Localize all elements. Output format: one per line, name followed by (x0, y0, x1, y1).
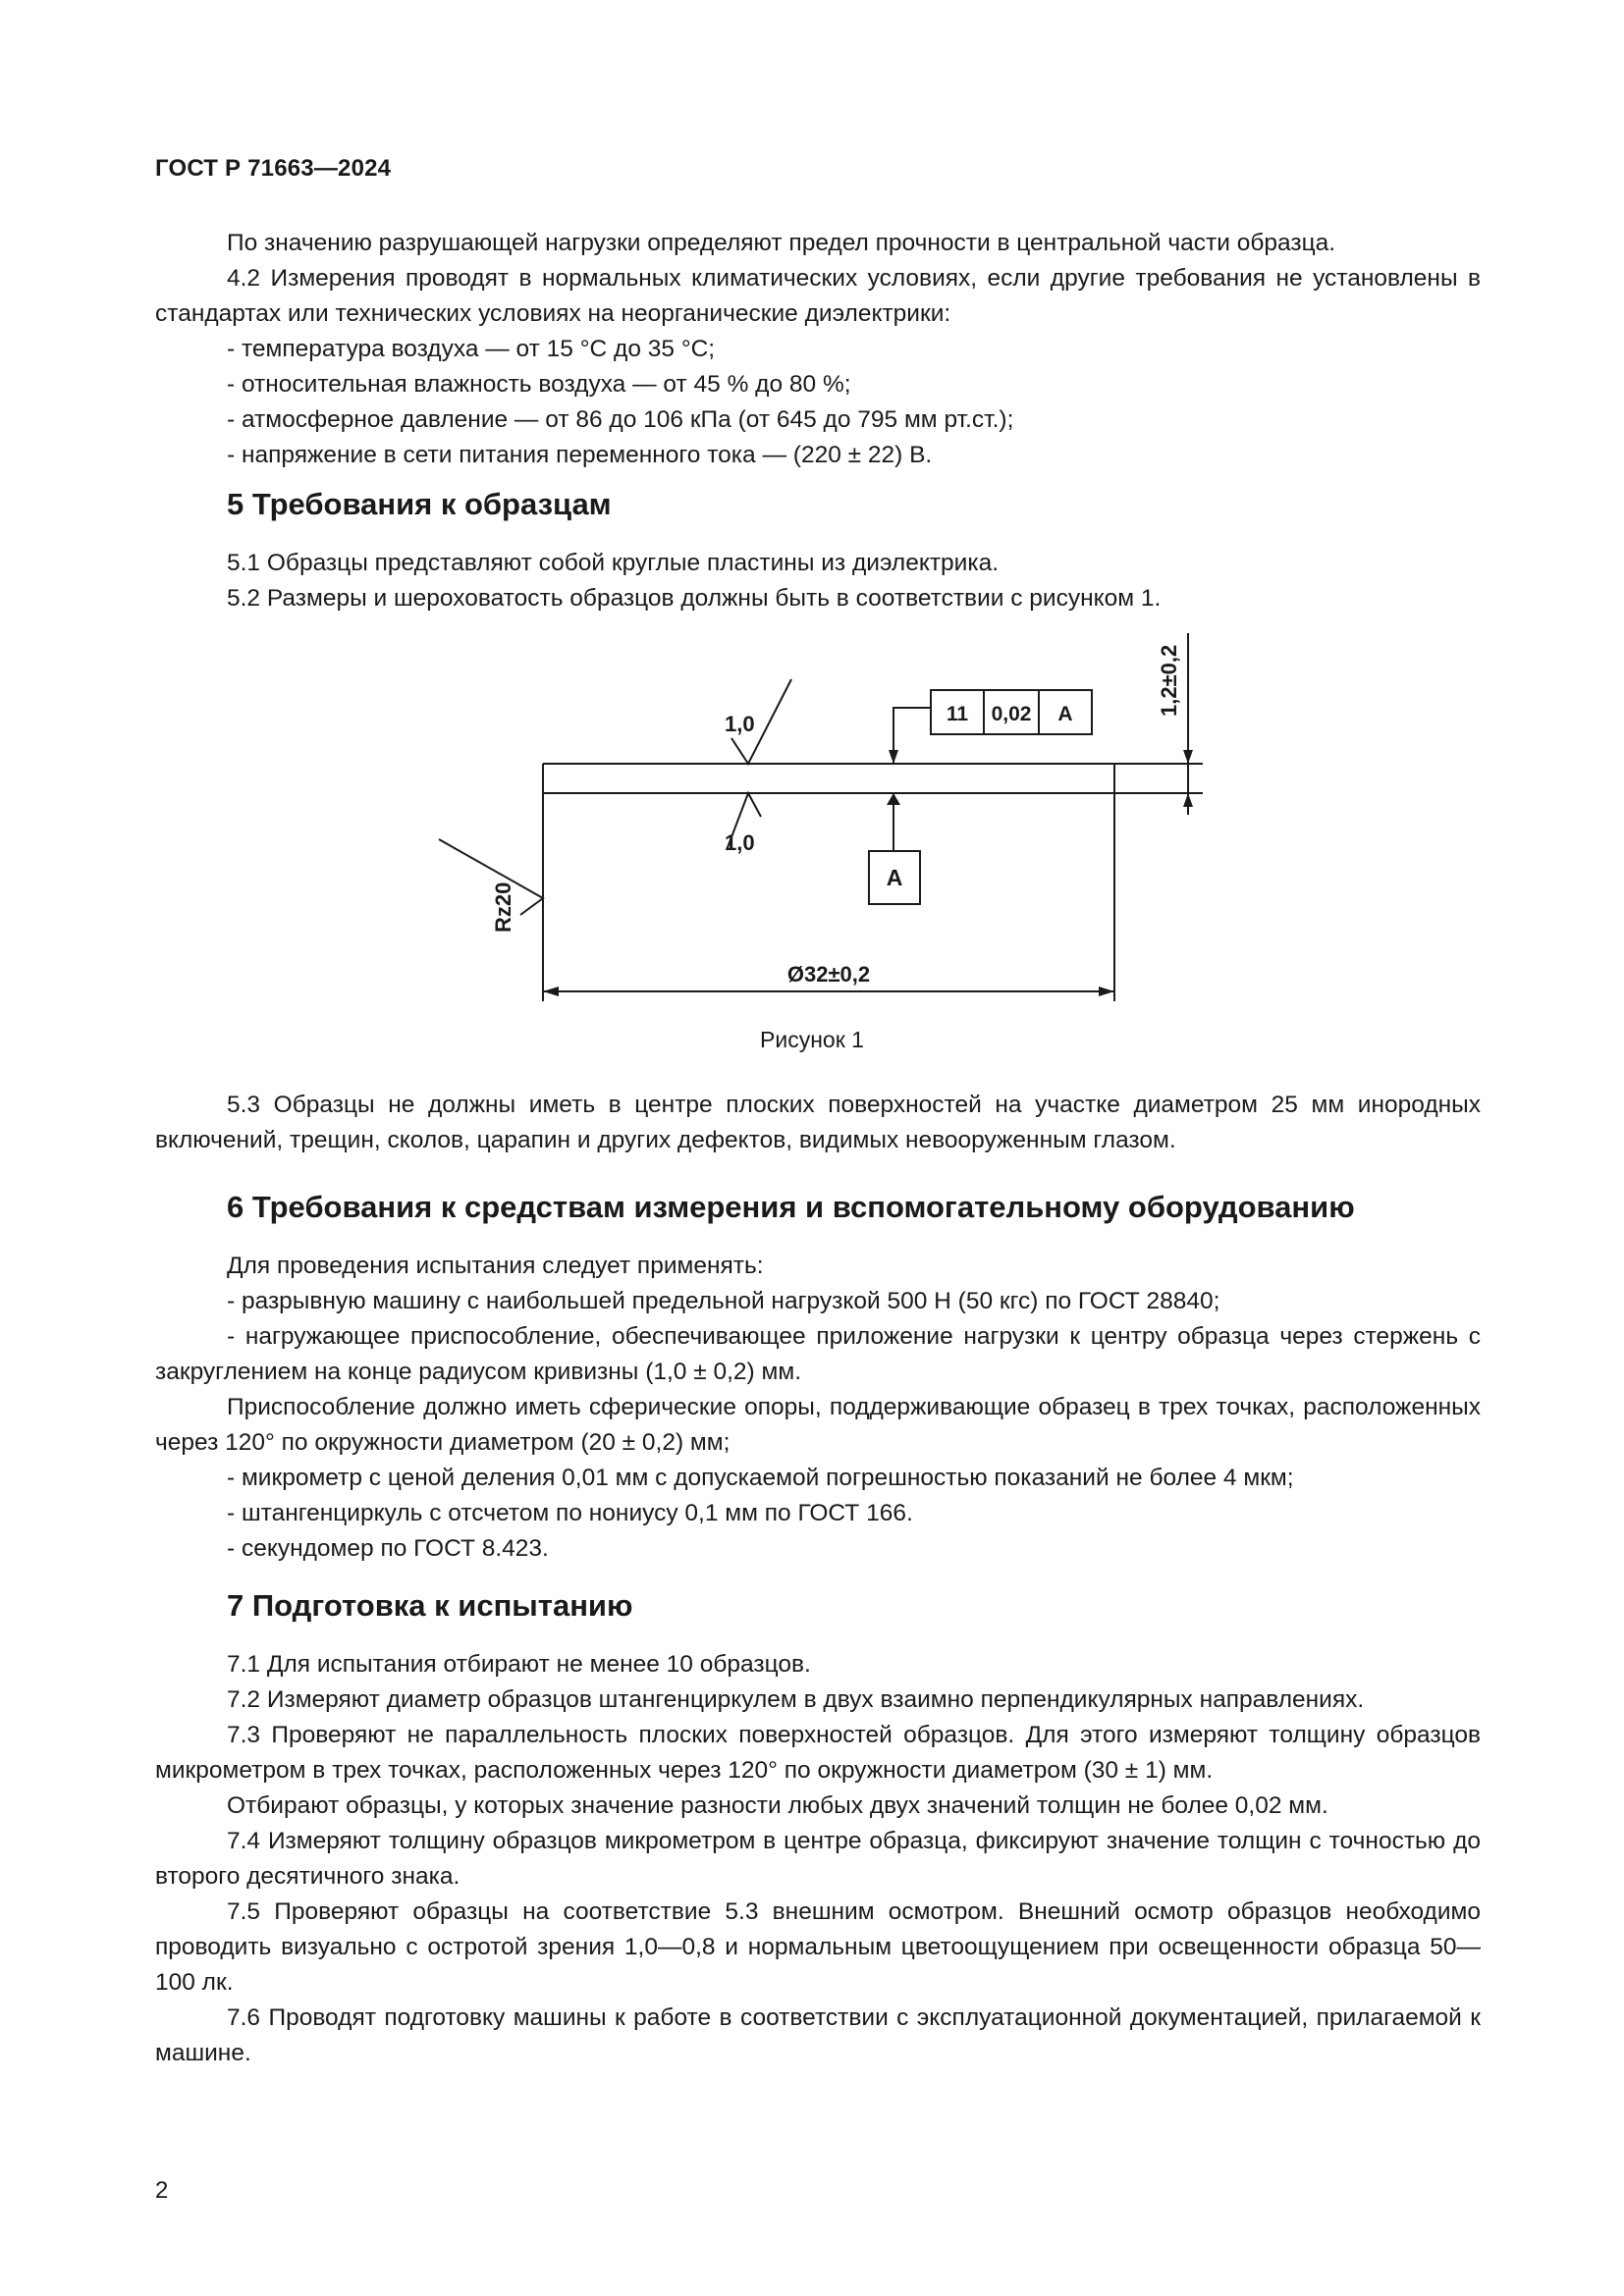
list-item: - нагружающее приспособление, обеспечивающее приложение нагрузки к центру образца через стержень с закруглением на конце радиусом кривизны (1,0 ± 0,2) мм. (155, 1323, 1481, 1385)
list-item: - температура воздуха — от 15 °С до 35 °С; (227, 336, 716, 362)
diameter-arrow-right (1099, 987, 1114, 996)
paragraph-7-2: 7.2 Измеряют диаметр образцов штангенциркулем в двух взаимно перпендикулярных направлениях. (227, 1686, 1365, 1713)
list-item: - секундомер по ГОСТ 8.423. (227, 1535, 549, 1562)
list-item: - атмосферное давление — от 86 до 106 кПа (от 645 до 795 мм рт.ст.); (227, 406, 1014, 433)
section-5-title: 5 Требования к образцам (227, 487, 612, 521)
section-7-title: 7 Подготовка к испытанию (227, 1588, 633, 1623)
paragraph: Приспособление должно иметь сферические опоры, поддерживающие образец в трех точках, расположенных через 120° по окружности диаметром (20 ± 0,2) мм; (155, 1394, 1481, 1456)
tolerance-leader (893, 708, 931, 764)
paragraph: Для проведения испытания следует применять: (227, 1253, 764, 1279)
thickness-arrow-bottom (1183, 793, 1193, 807)
paragraph: По значению разрушающей нагрузки определяют предел прочности в центральной части образца. (227, 230, 1336, 256)
thickness-dimension: 1,2±0,2 (1157, 644, 1181, 717)
list-item: - напряжение в сети питания переменного тока — (220 ± 22) В. (227, 442, 933, 468)
list-item: - относительная влажность воздуха — от 45 % до 80 %; (227, 371, 851, 398)
section-6-title: 6 Требования к средствам измерения и вспомогательному оборудованию (227, 1190, 1355, 1224)
paragraph-7-6: 7.6 Проводят подготовку машины к работе в соответствии с эксплуатационной документацией, прилагаемой к машине. (155, 2004, 1481, 2066)
datum-label: A (886, 865, 903, 890)
figure-1-drawing (0, 0, 1624, 1080)
diameter-arrow-left (543, 987, 559, 996)
paragraph-5-3: 5.3 Образцы не должны иметь в центре плоских поверхностей на участке диаметром 25 мм инородных включений, трещин, сколов, царапин и других дефектов, видимых невооруженным глазом. (155, 1092, 1481, 1153)
paragraph-7-3: 7.3 Проверяют не параллельность плоских поверхностей образцов. Для этого измеряют толщину образцов микрометром в трех точках, расположенных через 120° по окружности диаметром (30 ± 1) мм. (155, 1722, 1481, 1784)
diameter-dimension: Ø32±0,2 (786, 962, 871, 987)
tolerance-datum: A (1057, 703, 1073, 725)
roughness-side-value: Rz20 (491, 881, 515, 933)
datum-triangle (887, 793, 900, 805)
roughness-top-value: 1,0 (725, 712, 755, 736)
section-5-3-block (155, 1088, 1481, 1158)
thickness-arrow-top (1183, 750, 1193, 764)
paragraph-5-2: 5.2 Размеры и шероховатость образцов должны быть в соответствии с рисунком 1. (227, 585, 1162, 612)
standard-header: ГОСТ Р 71663—2024 (155, 155, 392, 182)
paragraph-7-4: 7.4 Измеряют толщину образцов микрометром в центре образца, фиксируют значение толщин с точностью до второго десятичного знака. (155, 1828, 1481, 1890)
tolerance-value: 0,02 (991, 703, 1032, 725)
list-item: - микрометр с ценой деления 0,01 мм с допускаемой погрешностью показаний не более 4 мкм; (227, 1465, 1294, 1491)
paragraph-7-1: 7.1 Для испытания отбирают не менее 10 образцов. (227, 1651, 811, 1678)
roughness-bottom-value: 1,0 (725, 830, 755, 855)
paragraph-5-1: 5.1 Образцы представляют собой круглые пластины из диэлектрика. (227, 550, 1000, 576)
paragraph: Отбирают образцы, у которых значение разности любых двух значений толщин не более 0,02 мм. (227, 1792, 1328, 1819)
list-item: - разрывную машину с наибольшей предельной нагрузкой 500 Н (50 кгс) по ГОСТ 28840; (227, 1288, 1220, 1314)
leader-arrowhead (889, 750, 898, 764)
tolerance-symbol: 11 (946, 703, 969, 725)
paragraph-7-5: 7.5 Проверяют образцы на соответствие 5.3 внешним осмотром. Внешний осмотр образцов необходимо проводить визуально с остротой зрения 1,0—0,8 и нормальным цветоощущением при освещенности образца 50—100 лк. (155, 1898, 1481, 1996)
figure-1-caption: Рисунок 1 (760, 1027, 864, 1052)
list-item: - штангенциркуль с отсчетом по нониусу 0,1 мм по ГОСТ 166. (227, 1500, 913, 1526)
section-6-block (155, 1249, 1481, 1567)
paragraph-4-2: 4.2 Измерения проводят в нормальных климатических условиях, если другие требования не установлены в стандартах или технических условиях на неорганические диэлектрики: (155, 265, 1481, 327)
section-7-block (155, 1647, 1481, 2071)
page-number: 2 (155, 2177, 169, 2204)
